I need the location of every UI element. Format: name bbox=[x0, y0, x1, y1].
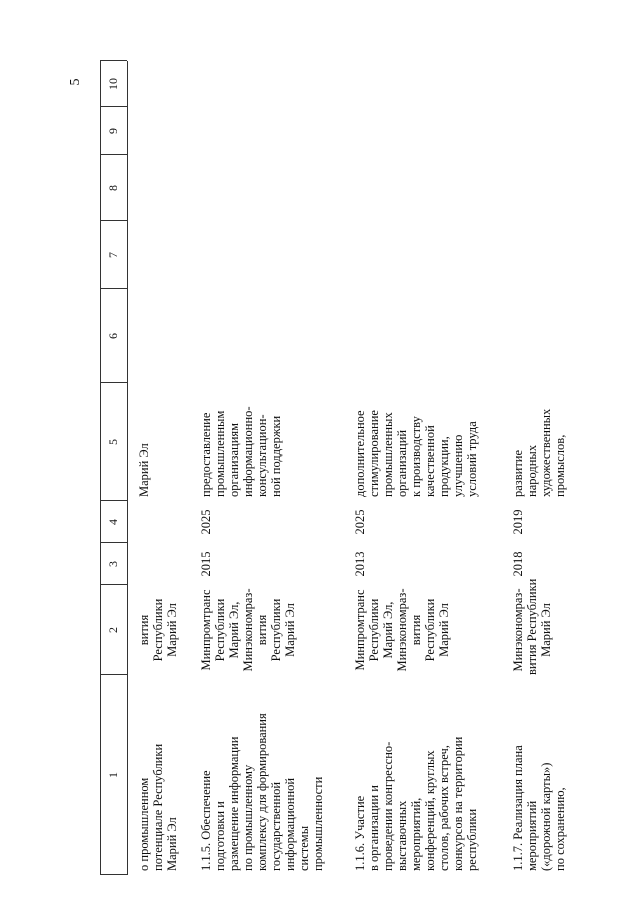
header-col-7: 7 bbox=[106, 252, 120, 258]
row-3-end-year: 2019 bbox=[511, 509, 525, 535]
row-3-result: развитие народных художественных промыслов, bbox=[511, 408, 567, 497]
row-3-event: 1.1.7. Реализация плана мероприятий («дорожной карты») по сохранению, bbox=[511, 745, 567, 871]
row-2-event: 1.1.6. Участие в организации и проведении конгрессно- выставочных мероприятий, конференций, круглых столов, рабочих встреч, конкурсов на территории республики bbox=[353, 736, 479, 871]
row-0-result: Марий Эл bbox=[137, 443, 151, 497]
header-col-1: 1 bbox=[106, 772, 120, 778]
header-col-2: 2 bbox=[106, 627, 120, 633]
table-top-border bbox=[100, 61, 101, 875]
header-col-3: 3 bbox=[106, 561, 120, 567]
header-col-6: 6 bbox=[106, 333, 120, 339]
header-col-9: 9 bbox=[106, 128, 120, 134]
row-1-end-year: 2025 bbox=[199, 509, 213, 535]
row-0-executor: вития Республики Марий Эл bbox=[137, 598, 179, 662]
row-2-executor: Минпромтранс Республики Марий Эл, Минэкономраз- вития Республики Марий Эл bbox=[353, 588, 451, 672]
header-col-10: 10 bbox=[106, 78, 120, 90]
row-1-event: 1.1.5. Обеспечение подготовки и размещение информации по промышленному комплексу для формирования государственной информационной системы промышленности bbox=[199, 713, 325, 871]
row-1-executor: Минпромтранс Республики Марий Эл, Минэкономраз- вития Республики Марий Эл bbox=[199, 588, 297, 672]
row-1-result: предоставление промышленным организациям информационно- консультацион- ной поддержки bbox=[199, 406, 283, 497]
page-number: 5 bbox=[68, 78, 83, 86]
row-3-executor: Минэкономраз- вития Республики Марий Эл bbox=[511, 578, 553, 675]
row-3-start-year: 2018 bbox=[511, 551, 525, 577]
header-col-5: 5 bbox=[106, 439, 120, 445]
row-2-result: дополнительное стимулирование промышленных организаций к производству качественной продукции, улучшению условий труда bbox=[353, 410, 479, 497]
header-col-8: 8 bbox=[106, 185, 120, 191]
row-2-end-year: 2025 bbox=[353, 509, 367, 535]
row-1-start-year: 2015 bbox=[199, 551, 213, 577]
row-0-event: о промышленном потенциале Республики Марий Эл bbox=[137, 743, 179, 871]
row-2-start-year: 2013 bbox=[353, 551, 367, 577]
header-col-4: 4 bbox=[106, 519, 120, 525]
header-bottom-border bbox=[127, 61, 128, 875]
